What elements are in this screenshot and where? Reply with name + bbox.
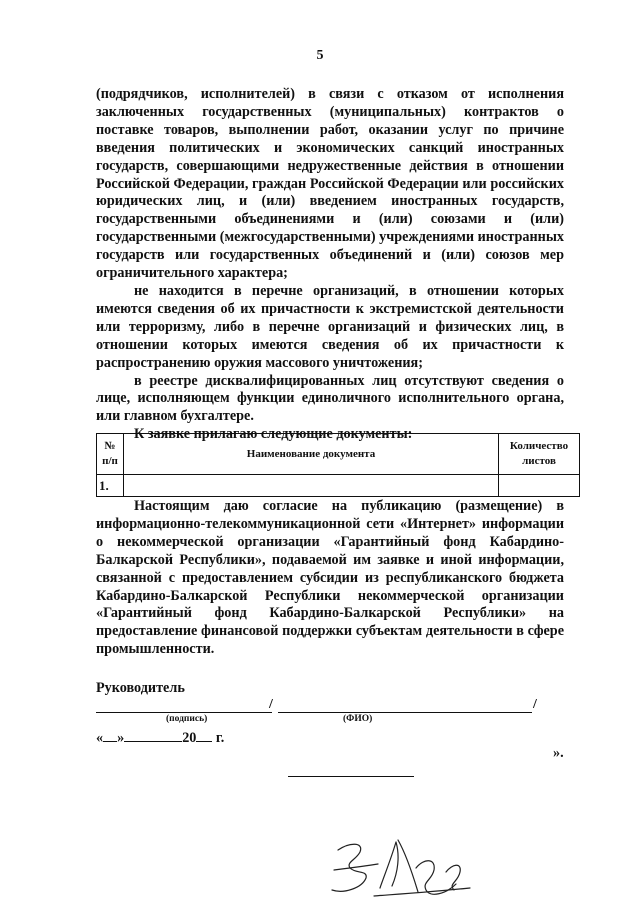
closing-quote: ».	[553, 745, 564, 761]
month-blank	[124, 728, 182, 742]
header-sheet-count: Количество листов	[499, 434, 580, 475]
head-title: Руководитель	[96, 680, 185, 696]
table-header-row	[97, 434, 580, 475]
date-line	[96, 728, 224, 747]
name-line	[278, 712, 532, 713]
consent-block	[96, 498, 564, 659]
header-number: № п/п	[97, 434, 124, 475]
main-text	[96, 86, 564, 444]
year-suffix: г.	[215, 730, 225, 746]
table-row	[97, 475, 580, 497]
year-prefix: 20	[182, 730, 197, 746]
paragraph-attachments-intro: К заявке прилагаю следующие документы:	[134, 426, 413, 443]
signature-slash: /	[269, 697, 273, 712]
paragraph-disqualified: в реестре дисквалифицированных лиц отсутствуют сведения о лице, исполняющем функции единоличного исполнительного органа, или главном бухгалтере.	[96, 372, 564, 425]
row-number-cell: 1.	[97, 475, 124, 497]
day-blank	[103, 728, 117, 742]
year-blank	[196, 728, 212, 742]
name-slash: /	[533, 697, 537, 712]
paragraph-sanctions: (подрядчиков, исполнителей) в связи с отказом от исполнения заключенных государственных (муниципальных) контрактов о поставке товаров, выполнении работ, оказании услуг по причине введения политических и экономических санкций иностранных государств, совершающими недружественные действия в отношении Российской Федерации, граждан Российской Федерации или российских юридических лиц, и (или) введением иностранных государств, государственными объединениями и (или) союзами и (или) государственными (межгосударственными) учреждениями иностранных государств или государственных объединений и (или) союзов мер ограничительного характера;	[96, 86, 564, 282]
consent-paragraph: Настоящим даю согласие на публикацию (размещение) в информационно-телекоммуникационной сети «Интернет» информации о некоммерческой организации «Гарантийный фонд Кабардино-Балкарской Республики», подаваемой им заявке и иной информации, связанной с предоставлением субсидии из республиканского бюджета Кабардино-Балкарской Республики некоммерческой организации «Гарантийный фонд Кабардино-Балкарской Республики» на предоставление финансовой поддержки субъектам деятельности в сфере промышленности.	[96, 498, 564, 658]
date-close-quote: »	[117, 730, 125, 746]
signature-line	[96, 712, 272, 713]
page-number: 5	[316, 48, 324, 63]
bottom-divider	[288, 776, 414, 777]
row-sheet-count-cell	[499, 475, 580, 497]
documents-table	[96, 433, 580, 497]
row-document-name-cell	[124, 475, 499, 497]
date-open-quote: «	[96, 730, 104, 746]
signature-caption: (подпись)	[166, 714, 208, 724]
name-caption: (ФИО)	[343, 714, 373, 724]
paragraph-extremism: не находится в перечне организаций, в отношении которых имеются сведения об их причастности к экстремистской деятельности или терроризму, либо в перечне организаций и физических лиц, в отношении которых имеются сведения об их причастности к распространению оружия массового уничтожения;	[96, 282, 564, 371]
header-document-name: Наименование документа	[124, 434, 499, 475]
handwritten-signature	[320, 828, 480, 904]
